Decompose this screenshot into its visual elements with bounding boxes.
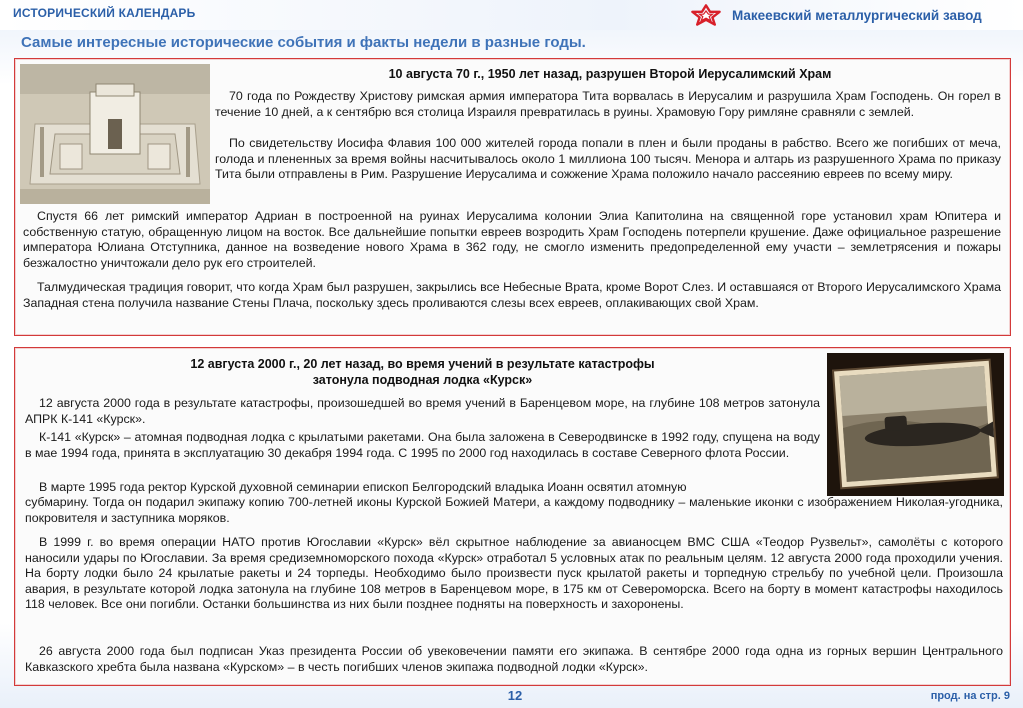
article-paragraph: К-141 «Курск» – атомная подводная лодка с крылатыми ракетами. Она была заложена в Северодвинске в 1992 году, спущена на воду в мае 1994 года, принята в эксплуатацию 30 декабря 1994 года. С 1995 по 2000 год находилась в составе Северного флота России. — [25, 430, 820, 460]
article-paragraph: субмарину. Тогда он подарил экипажу копию 700-летней иконы Курской Божией Матери, а каждому подводнику – маленькие иконки с изображением Николая-угодника, покровителя и заступника моряков. — [25, 495, 1003, 525]
article-paragraph: Спустя 66 лет римский император Адриан в построенной на руинах Иерусалима колонии Элиа Капитолина на священной горе установил храм Юпитера и собственную статую, обращенную лицом на восток. Все дальнейшие попытки евреев возродить Храм Господень потерпели крушение. Даже официальное разрешение императора Юлиана Отступника, данное на возведение нового Храма в 362 году, не смогло изменить предопределенной ему участи – землетрясения и пожары безжалостно уничтожали дело рук его строителей. — [23, 209, 1001, 270]
company-logo[interactable] — [690, 2, 1015, 28]
article-paragraph: 70 года по Рождеству Христову римская армия императора Тита ворвалась в Иерусалим и разрушила Храм Господень. Он горел в течение 10 дней, а к сентябрю вся столица Израиля превратилась в руины. Храмовую Гору римляне сравняли с землей. — [215, 89, 1001, 119]
article-paragraph: В марте 1995 года ректор Курской духовной семинарии епископ Белгородский владыка Иоанн освятил атомную — [39, 480, 687, 494]
article-paragraph: По свидетельству Иосифа Флавия 100 000 жителей города попали в плен и были проданы в рабство. Всего же погибших от меча, голода и плененных за время войны насчитывалось около 1 миллиона 100 тысяч. Менора и алтарь из разрушенного Храма по приказу Тита были отправлены в Рим. Разрушение Иерусалима и сожжение Храма положило начало рассеянию евреев по всему миру. — [215, 136, 1001, 182]
temple-model-image — [20, 64, 210, 204]
submarine-photo-image — [827, 353, 1004, 496]
article-paragraph: 12 августа 2000 года в результате катастрофы, произошедшей во время учений в Баренцевом море, на глубине 108 метров затонула АПРК К-141 «Курск». — [25, 396, 820, 426]
article-temple — [14, 58, 1011, 336]
article-paragraph: В 1999 г. во время операции НАТО против Югославии «Курск» вёл скрытное наблюдение за авианосцем ВМС США «Теодор Рузвельт», самолёты с которого наносили удары по Югославии. За время средиземноморского похода «Курск» отработал 5 условных атак по реальным целям. 12 августа 2000 года проходили учения. На борту лодки было 24 крылатые ракеты и 24 торпеды. Необходимо было произвести пуск крылатой ракеты и торпедную стрельбу по учебной цели. Произошла авария, в результате которой лодка затонула на глубине 108 метров в Баренцевом море, в 175 км от Североморска. Всего на борту в момент катастрофы находилось 118 человек. Все они погибли. Останки большинства из них были позднее подняты на поверхность и захоронены. — [25, 535, 1003, 612]
page-number: 12 — [507, 688, 523, 703]
article-title-line: 12 августа 2000 г., 20 лет назад, во время учений в результате катастрофы — [190, 357, 655, 371]
company-name: Макеевский металлургический завод — [732, 7, 982, 23]
article-title — [25, 356, 820, 388]
continued-note[interactable]: прод. на стр. 9 — [930, 690, 1010, 702]
article-kursk — [14, 347, 1011, 686]
article-paragraph: Талмудическая традиция говорит, что когда Храм был разрушен, закрылись все Небесные Врата, кроме Ворот Слез. И оставшаяся от Второго Иерусалимского Храма Западная стена получила название Стены Плача, поскольку здесь проливаются слезы всех евреев, оплакивающих свой Храм. — [23, 280, 1001, 310]
article-title-line: затонула подводная лодка «Курск» — [312, 373, 533, 387]
mmk-star-logo-icon — [690, 4, 722, 26]
section-label: ИСТОРИЧЕСКИЙ КАЛЕНДАРЬ — [13, 6, 196, 20]
article-title: 10 августа 70 г., 1950 лет назад, разрушен Второй Иерусалимский Храм — [388, 67, 832, 81]
article-paragraph: 26 августа 2000 года был подписан Указ президента России об увековечении памяти его экипажа. В сентябре 2000 года одна из горных вершин Центрального Кавказского хребта была названа «Курском» – в честь погибших членов экипажа подводной лодки «Курск». — [25, 644, 1003, 674]
page-subtitle: Самые интересные исторические события и факты недели в разные годы. — [21, 34, 586, 51]
